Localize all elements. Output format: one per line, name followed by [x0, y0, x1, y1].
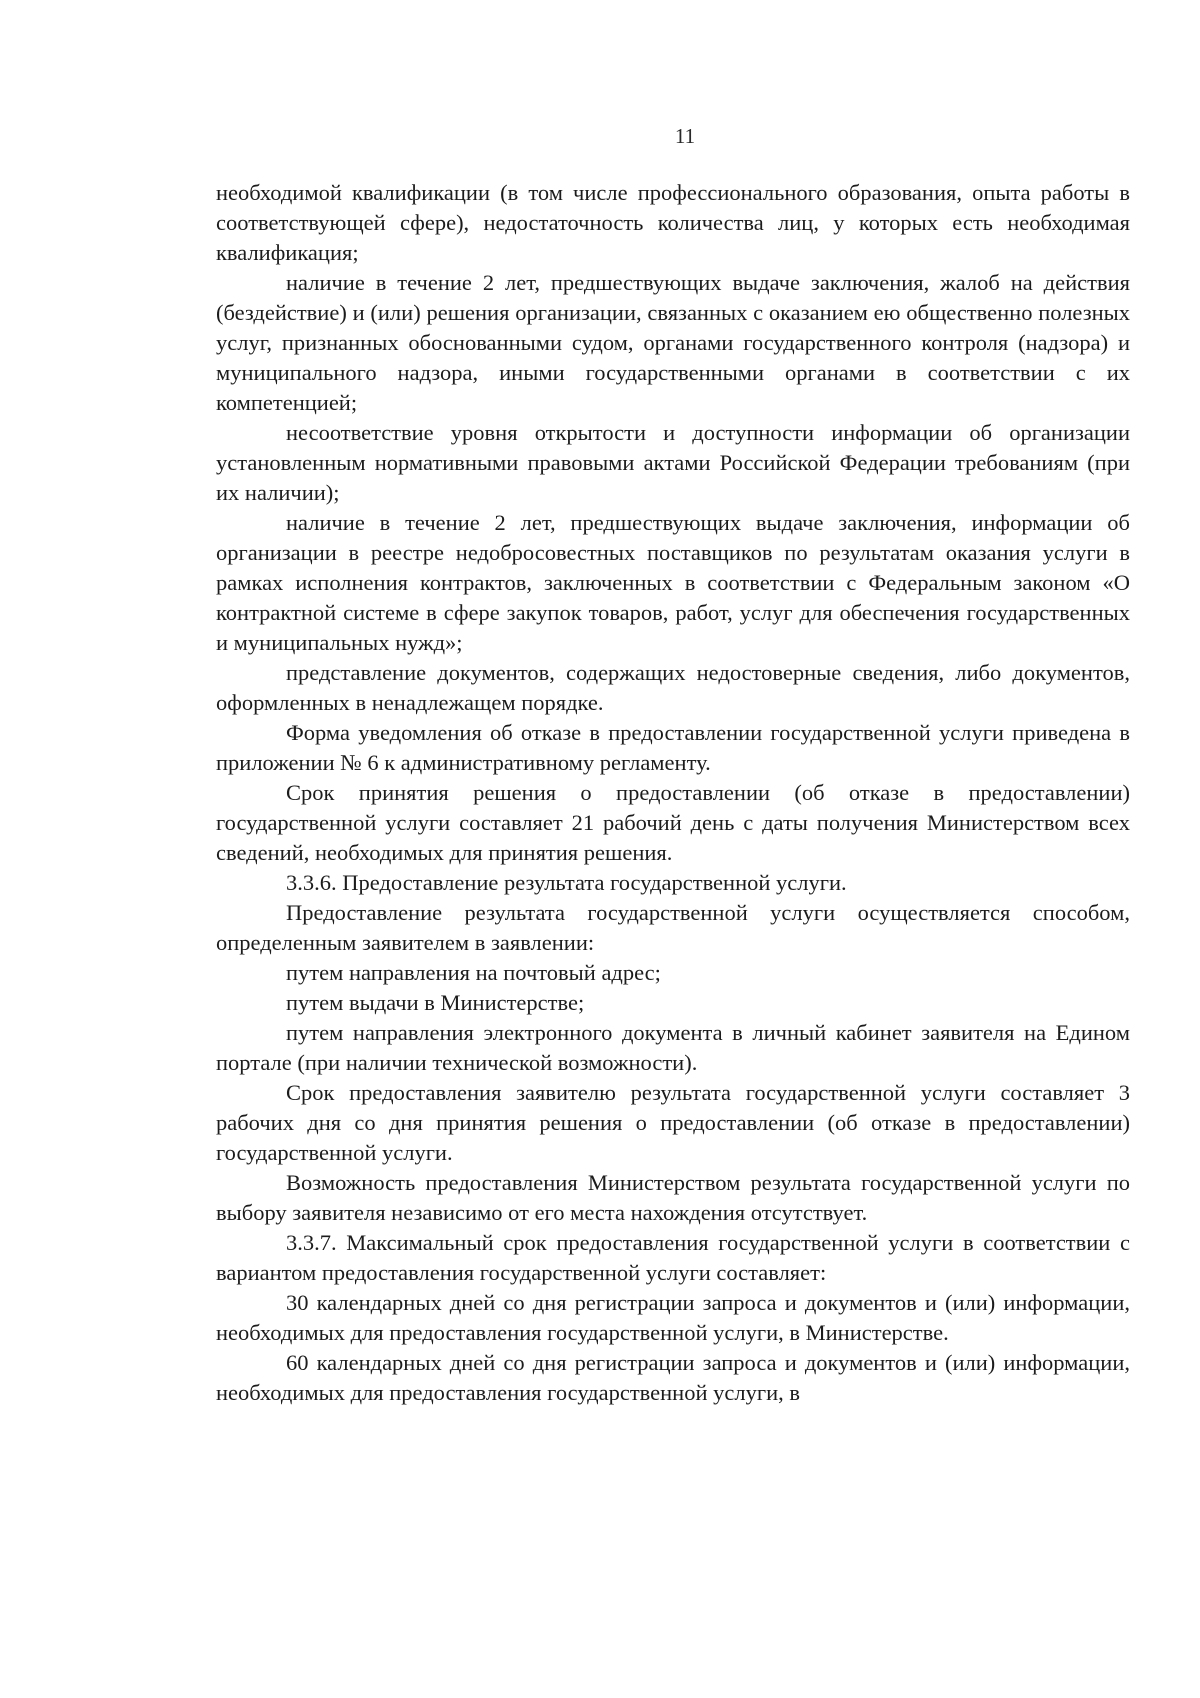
- paragraph-complaints: наличие в течение 2 лет, предшествующих выдаче заключения, жалоб на действия (бездействие) и (или) решения организации, связанных с оказанием ею общественно полезных услуг, признанных обоснованными судом, органами государственного контроля (надзора) и муниципального надзора, иными государственными органами в соответствии с их компетенцией;: [216, 270, 1130, 415]
- section-heading-3-3-6: 3.3.6. Предоставление результата государственной услуги.: [286, 870, 847, 895]
- paragraph-extraterritorial-delivery: Возможность предоставления Министерством результата государственной услуги по выбору заявителя независимо от его места нахождения отсутствует.: [216, 1170, 1130, 1225]
- paragraph-false-documents: представление документов, содержащих недостоверные сведения, либо документов, оформленных в ненадлежащем порядке.: [216, 660, 1130, 715]
- paragraph-60-days-term: 60 календарных дней со дня регистрации запроса и документов и (или) информации, необходимых для предоставления государственной услуги, в: [216, 1350, 1130, 1405]
- paragraph-unfair-suppliers-registry: наличие в течение 2 лет, предшествующих выдаче заключения, информации об организации в реестре недобросовестных поставщиков по результатам оказания услуги в рамках исполнения контрактов, заключенных в соответствии с Федеральным законом «О контрактной системе в сфере закупок товаров, работ, услуг для обеспечения государственных и муниципальных нужд»;: [216, 510, 1130, 655]
- paragraph-result-delivery-term: Срок предоставления заявителю результата государственной услуги составляет 3 рабочих дня со дня принятия решения о предоставлении (об отказе в предоставлении) государственной услуги.: [216, 1080, 1130, 1165]
- paragraph-qualification-continuation: необходимой квалификации (в том числе профессионального образования, опыта работы в соответствующей сфере), недостаточность количества лиц, у которых есть необходимая квалификация;: [216, 180, 1130, 265]
- list-item-ministry-issue: путем выдачи в Министерстве;: [286, 990, 585, 1015]
- page-number: 11: [674, 124, 696, 148]
- paragraph-30-days-term: 30 календарных дней со дня регистрации запроса и документов и (или) информации, необходимых для предоставления государственной услуги, в Министерстве.: [216, 1290, 1130, 1345]
- section-heading-3-3-7: 3.3.7. Максимальный срок предоставления государственной услуги в соответствии с вариантом предоставления государственной услуги составляет:: [216, 1230, 1130, 1285]
- paragraph-decision-term: Срок принятия решения о предоставлении (об отказе в предоставлении) государственной услуги составляет 21 рабочий день с даты получения Министерством всех сведений, необходимых для принятия решения.: [216, 780, 1130, 865]
- document-body: [216, 178, 1130, 1408]
- paragraph-result-delivery-method: Предоставление результата государственной услуги осуществляется способом, определенным заявителем в заявлении:: [216, 900, 1130, 955]
- paragraph-refusal-form: Форма уведомления об отказе в предоставлении государственной услуги приведена в приложении № 6 к административному регламенту.: [216, 720, 1130, 775]
- list-item-postal-address: путем направления на почтовый адрес;: [286, 960, 661, 985]
- list-item-personal-cabinet: путем направления электронного документа в личный кабинет заявителя на Едином портале (при наличии технической возможности).: [216, 1020, 1130, 1075]
- paragraph-information-openness: несоответствие уровня открытости и доступности информации об организации установленным нормативными правовыми актами Российской Федерации требованиям (при их наличии);: [216, 420, 1130, 505]
